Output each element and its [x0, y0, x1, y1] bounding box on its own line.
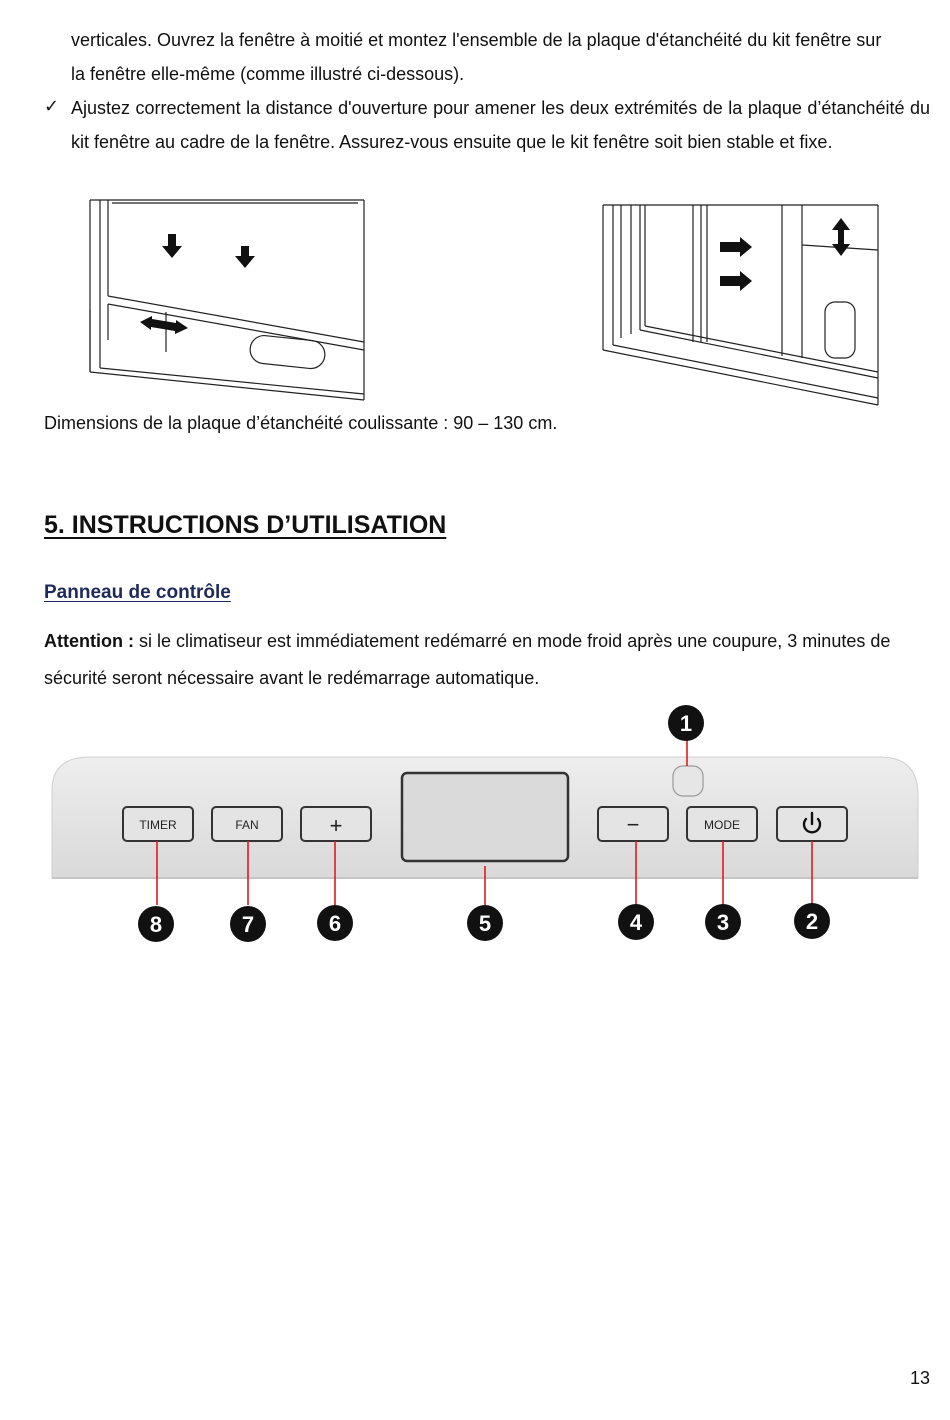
- control-panel-diagram: [0, 700, 950, 950]
- right-window-illustration: [603, 205, 878, 405]
- attention-paragraph: [44, 623, 930, 697]
- callout-5: [467, 905, 503, 941]
- fan-button[interactable]: [212, 807, 282, 841]
- callout-7: [230, 906, 266, 942]
- minus-button[interactable]: [598, 807, 668, 841]
- plus-button[interactable]: [301, 807, 371, 841]
- callout-5-label: 5: [478, 911, 492, 936]
- window-kit-illustrations: [0, 190, 950, 415]
- dimensions-text: Dimensions de la plaque d’étanchéité coulissante : 90 – 130 cm.: [44, 413, 558, 433]
- sensor-window: [673, 766, 703, 796]
- intro-line-2: la fenêtre elle-même (comme illustré ci-dessous).: [71, 64, 465, 84]
- minus-button-label: −: [626, 812, 640, 837]
- callout-8-label: 8: [149, 912, 163, 937]
- left-window-illustration: [90, 200, 364, 400]
- callout-6: [317, 905, 353, 941]
- intro-line-1: verticales. Ouvrez la fenêtre à moitié et montez l'ensemble de la plaque d'étanchéité du kit fenêtre sur: [71, 30, 882, 50]
- callout-2: [794, 903, 830, 939]
- timer-button-label: TIMER: [139, 818, 177, 832]
- attention-label: Attention :: [44, 631, 134, 651]
- right-arrows: [720, 218, 850, 291]
- callout-3-label: 3: [716, 910, 730, 935]
- callout-4: [618, 904, 654, 940]
- bullet-text: Ajustez correctement la distance d'ouverture pour amener les deux extrémités de la plaque d’étanchéité du kit fenêtre au cadre de la fenêtre. Assurez-vous ensuite que le kit fenêtre soit bien stable et fixe.: [71, 98, 930, 152]
- callout-1-label: 1: [679, 711, 693, 736]
- plus-button-label: +: [329, 813, 343, 838]
- callout-2-label: 2: [805, 909, 819, 934]
- mode-button[interactable]: [687, 807, 757, 841]
- callout-7-label: 7: [241, 912, 255, 937]
- checkmark-icon: ✓: [44, 96, 60, 117]
- section-title: 5. INSTRUCTIONS D’UTILISATION: [44, 511, 447, 539]
- power-button[interactable]: [777, 807, 847, 841]
- callout-4-label: 4: [629, 910, 643, 935]
- page-number: 13: [909, 1368, 930, 1388]
- display-screen: [402, 773, 568, 861]
- callout-6-label: 6: [328, 911, 342, 936]
- mode-button-label: MODE: [704, 818, 740, 832]
- callout-1: [668, 705, 704, 741]
- callout-3: [705, 904, 741, 940]
- fan-button-label: FAN: [235, 818, 259, 832]
- timer-button[interactable]: [123, 807, 193, 841]
- callout-8: [138, 906, 174, 942]
- attention-text: si le climatiseur est immédiatement redémarré en mode froid après une coupure, 3 minutes de sécurité seront nécessaire avant le redémarrage automatique.: [44, 631, 891, 688]
- subsection-title: Panneau de contrôle: [44, 582, 231, 603]
